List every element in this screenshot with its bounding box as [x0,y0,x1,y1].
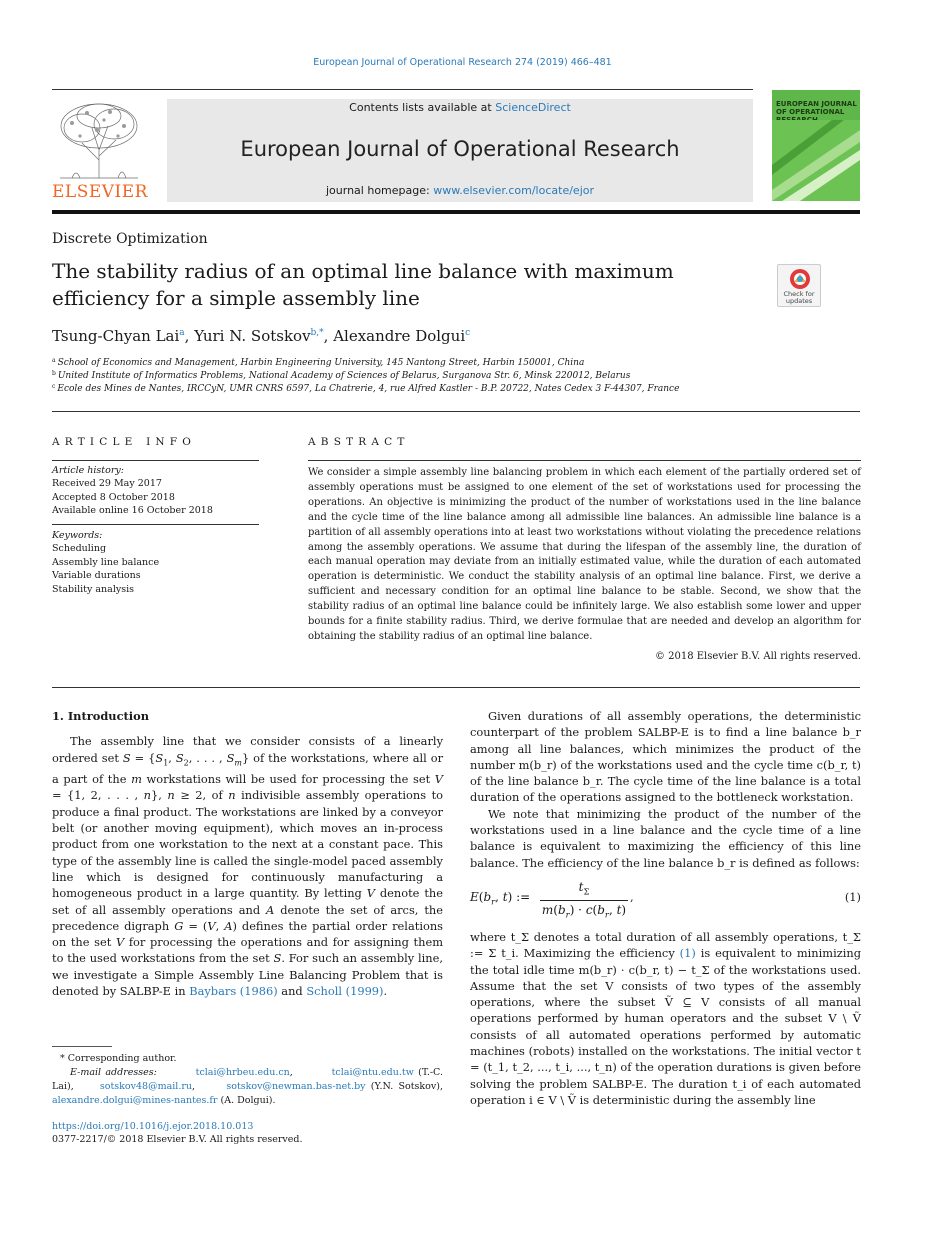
affiliation-mark: b [52,370,56,377]
corresponding-note: * Corresponding author. [60,1053,177,1064]
history-block [52,464,213,518]
crossmark-label: Check for updates [783,290,815,305]
equation-1 [470,877,861,929]
email-link[interactable]: tclai@hrbeu.edu.cn [195,1067,290,1078]
section-label: Discrete Optimization [52,231,208,247]
info-rule [52,460,259,461]
email-link[interactable]: alexandre.dolgui@mines-nantes.fr [52,1095,218,1106]
journal-banner [167,99,753,202]
author-name[interactable]: Alexandre Dolgui [333,327,466,345]
affiliation [52,370,630,381]
history-label: Article history: [52,465,124,476]
doi-block [52,1120,303,1146]
left-column [52,708,443,999]
affiliation [52,383,679,394]
abstract-heading: ABSTRACT [308,436,410,448]
footnote [52,1052,443,1108]
keyword: Stability analysis [52,583,135,595]
body-paragraph: Given durations of all assembly operations, the deterministic counterpart of the problem SALBP-E is to find a line balance b_r among all line balances, which minimizes the product of the number m(b_r) of the workstations used and the cycle time c(b_r, t) of the line balance b_r. The cycle time of the line balance is a total duration of the operations assigned to the bottleneck workstation. [470,709,861,805]
ref-link[interactable]: Baybars (1986) [189,984,278,999]
abstract-rule [308,460,861,461]
cover-title: EUROPEAN JOURNAL OF OPERATIONAL [776,100,857,116]
homepage-line [167,184,753,197]
header-thick-rule [52,210,860,214]
author-sup: c [465,328,471,338]
email-link[interactable]: tclai@ntu.edu.tw [331,1067,414,1078]
crossmark-badge[interactable] [777,264,821,307]
equation-comma: , [630,889,634,904]
history-item: Accepted 8 October 2018 [52,491,175,503]
author-name[interactable]: Yuri N. Sotskov [194,327,311,345]
abstract-copyright: © 2018 Elsevier B.V. All rights reserved. [654,651,861,662]
affiliation [52,357,584,368]
email-link[interactable]: sotskov48@mail.ru [99,1081,193,1092]
homepage-prefix: journal homepage: [326,184,434,197]
elsevier-wordmark: ELSEVIER [52,182,148,202]
history-item: Received 29 May 2017 [52,478,162,490]
history-item: Available online 16 October 2018 [52,505,213,517]
contents-line [167,101,753,114]
section-rule [52,411,860,412]
elsevier-logo [52,98,146,202]
keywords-label: Keywords: [52,530,103,541]
article-info-heading: ARTICLE INFO [52,436,197,448]
affiliation-text: United Institute of Informatics Problems, National Academy of Sciences of Belarus, Surganova Str. 6, Minsk 220012, Belarus [57,371,631,381]
doi-link[interactable]: https://doi.org/10.1016/j.ejor.2018.10.013 [52,1121,254,1132]
equation-ref-link[interactable]: (1) [679,946,696,961]
journal-title: European Journal of Operational Research [240,137,680,161]
email-note: E-mail addresses: tclai@hrbeu.edu.cn, tclai@ntu.edu.tw (T.-C. Lai), sotskov48@mail.ru, sotskov@newman.bas-net.by (Y.N. Sotskov), alexandre.dolgui@mines-nantes.fr (A. Dolgui). [52,1067,443,1106]
author-name[interactable]: Tsung-Chyan Lai [52,327,180,345]
equation-number: (1) [844,889,861,904]
body-paragraph: where t_Σ denotes a total duration of all assembly operations, t_Σ := Σ t_i. Maximizing the efficiency (1) is equivalent to minimizing the total idle time m(b_r) · c(b_r, t) − t_Σ of the workstations used. Assume that the set V consists of two types of the assembly operations, where the subset Ṽ ⊆ V consists of all manual operations performed by human operators and the subset V \ Ṽ consists of all automated operations performed by automatic machines (robots) installed on the workstations. The initial vector t = (t_1, t_2, ..., t_i, ..., t_n) of the operation durations is given before solving the problem SALBP-E. The duration t_i of each automated operation i ∈ V \ Ṽ is deterministic during the assembly line [470,929,861,1107]
email-link[interactable]: sotskov@newman.bas-net.by [226,1081,366,1092]
keyword: Variable durations [52,570,141,582]
sciencedirect-link[interactable]: ScienceDirect [495,101,571,114]
affiliation-mark: c [52,383,56,390]
keywords-block [52,529,159,596]
right-column [470,708,861,1108]
keyword: Assembly line balance [52,556,160,568]
body-paragraph: We note that minimizing the product of the number of the workstations used in a line balance and the cycle time of a line balance is equivalent to maximizing the efficiency of this line balance. The efficiency of the line balance b_r is defined as follows: [470,806,861,870]
info-rule [52,524,259,525]
issn-line: 0377-2217/© 2018 Elsevier B.V. All rights reserved. [52,1134,303,1145]
header-rule [52,89,753,90]
footnote-rule [52,1046,112,1047]
contents-prefix: Contents lists available at [349,101,496,114]
ref-link[interactable]: Scholl (1999) [306,984,384,999]
homepage-link[interactable]: www.elsevier.com/locate/ejor [433,184,594,197]
article-title: The stability radius of an optimal line balance with maximum efficiency for a simple assembly line [52,259,674,310]
crossmark-icon [789,268,811,290]
journal-cover[interactable] [772,90,860,201]
affiliation-text: Ecole des Mines de Nantes, IRCCyN, UMR CNRS 6597, La Chatrerie, 4, rue Alfred Kastler - B.P. 20722, Nates Cedex 3 F-44307, France [57,384,680,394]
body-rule [52,687,860,688]
journal-reference[interactable]: European Journal of Operational Research 274 (2019) 466–481 [313,57,612,68]
abstract-text: We consider a simple assembly line balancing problem in which each element of the partially ordered set of assembly operations must be assigned to one element of the set of workstations used for processing the operations. An objective is minimizing the product of the number of workstations used in the line balance and the cycle time of the line balance among all admissible line balances. An admissible line balance is a partition of all assembly operations into at least two workstations without violating the precedence relations among the assembly operations. We assume that during the lifespan of the assembly line, the duration of each manual operation may deviate from an initially estimated value, while the duration of each automated operation is deterministic. We conduct the stability analysis of an optimal line balance. First, we derive a sufficient and necessary condition for an optimal line balance to be stable. Second, we show that the stability radius of an optimal line balance could be infinitely large. We also establish some lower and upper bounds for a finite stability radius. Third, we derive formulae that are needed and develop an algorithm for obtaining the stability radius of an optimal line balance. [308,467,861,642]
equation-lhs: $E(b_r$, t) := [470,889,531,907]
intro-heading: 1. Introduction [52,709,149,723]
affiliation-text: School of Economics and Management, Harbin Engineering University, 145 Nantong Street, Harbin 150001, China [57,358,585,368]
affiliation-mark: a [52,357,56,364]
keyword: Scheduling [52,543,107,555]
author-sup: b,* [310,328,324,338]
equation-fraction: $t_\Sigma$ $m(b_r) \cdot c(b_r$, t) [540,879,628,922]
author-sup: a [179,328,185,338]
intro-paragraph: The assembly line that we consider consists of a linearly ordered set $S = \{S_1$, $S_2$, . . . , $S_m$} of the workstations, where all or a part of the m workstations will be used for processing the set V = {1, 2, . . . , n}, n ≥ 2, of n indivisible assembly operations to produce a final product. The workstations are linked by a conveyor belt (or another moving equipment), which moves an in-process product from one workstation to the next at a constant pace. This type of the assembly line is called the single-model paced assembly line which is designed for continuously manufacturing a homogeneous product in a large quantity. By letting V denote the set of all assembly operations and A denote the set of arcs, the precedence digraph G = (V, A) defines the partial order relations on the set V for processing the operations and for assigning them to the used workstations from the set S. For such an assembly line, we investigate a Simple Assembly Line Balancing Problem that is denoted by SALBP-E in Baybars (1986) and Scholl (1999). [52,734,444,999]
cover-graphic-icon [772,120,860,201]
author-list: Tsung-Chyan Lai$^a$, Yuri N. Sotskov$^{b,*}$, Alexandre Dolgui$^c$ [52,327,471,345]
